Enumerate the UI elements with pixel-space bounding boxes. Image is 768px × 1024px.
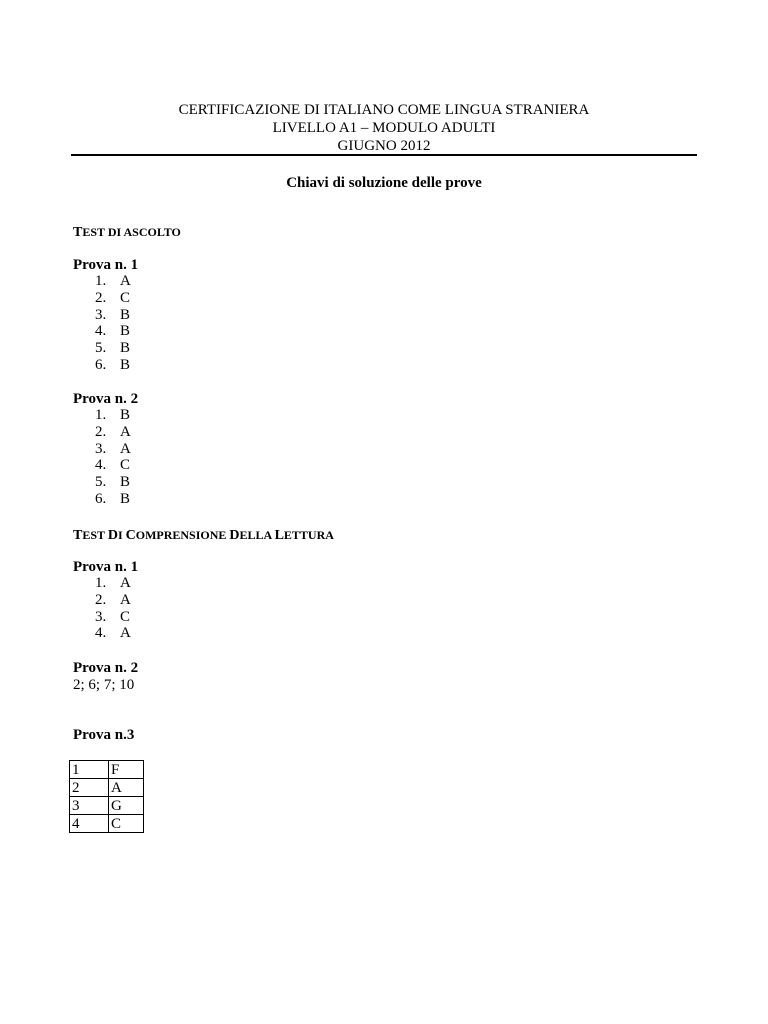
lettura-prova-1-answers <box>95 575 131 642</box>
list-item: 1. A <box>95 273 131 289</box>
list-item: 4. B <box>95 323 131 340</box>
table-row <box>70 815 144 833</box>
list-item: 5. B <box>95 474 131 491</box>
list-item: 2. A <box>95 423 131 440</box>
document-subtitle: Chiavi di soluzione delle prove <box>286 175 482 191</box>
ascolto-prova-1-title: Prova n. 1 <box>73 257 139 273</box>
table-row <box>70 779 144 797</box>
table-row <box>70 797 144 815</box>
lettura-prova-2-title: Prova n. 2 <box>73 660 139 676</box>
title-word: LETTURA <box>274 528 334 543</box>
list-item: 1. B <box>95 407 131 423</box>
title-word: TEST <box>73 528 108 543</box>
list-item: 3. B <box>95 306 131 323</box>
list-item: 4. C <box>95 457 131 474</box>
list-item: 4. A <box>95 625 131 642</box>
lettura-prova-3-title: Prova n.3 <box>73 727 135 743</box>
table-cell: 3 <box>70 797 109 815</box>
lettura-prova-3-table <box>69 760 144 833</box>
lettura-prova-2-answer: 2; 6; 7; 10 <box>73 677 135 693</box>
list-item: 1. A <box>95 575 131 591</box>
table-cell: 1 <box>70 761 109 779</box>
title-word: TEST <box>73 225 108 240</box>
title-word: ASCOLTO <box>123 225 181 239</box>
table-cell: 2 <box>70 779 109 797</box>
title-word: DI <box>107 528 126 543</box>
section-title-lettura <box>73 527 334 544</box>
table-cell: G <box>109 797 144 815</box>
title-word: DELLA <box>229 528 275 543</box>
table-cell: C <box>109 815 144 833</box>
lettura-prova-1-title: Prova n. 1 <box>73 559 139 575</box>
table-cell: 4 <box>70 815 109 833</box>
list-item: 6. B <box>95 356 131 373</box>
list-item: 3. C <box>95 608 131 625</box>
list-item: 5. B <box>95 340 131 357</box>
list-item: 6. B <box>95 490 131 507</box>
document-header <box>0 101 768 155</box>
title-word: DI <box>107 225 124 239</box>
ascolto-prova-2-answers <box>95 407 131 508</box>
list-item: 3. A <box>95 440 131 457</box>
list-item: 2. C <box>95 289 131 306</box>
title-word: COMPRENSIONE <box>125 528 230 543</box>
list-item: 2. A <box>95 591 131 608</box>
table-row <box>70 761 144 779</box>
section-title-ascolto <box>73 224 181 241</box>
header-line-level: LIVELLO A1 – MODULO ADULTI <box>272 120 496 136</box>
header-line-certification: CERTIFICAZIONE DI ITALIANO COME LINGUA STRANIERA <box>178 102 590 118</box>
table-cell: F <box>109 761 144 779</box>
header-divider <box>71 154 697 156</box>
ascolto-prova-2-title: Prova n. 2 <box>73 391 139 407</box>
ascolto-prova-1-answers <box>95 273 131 374</box>
table-cell: A <box>109 779 144 797</box>
header-line-date: GIUGNO 2012 <box>337 138 431 154</box>
